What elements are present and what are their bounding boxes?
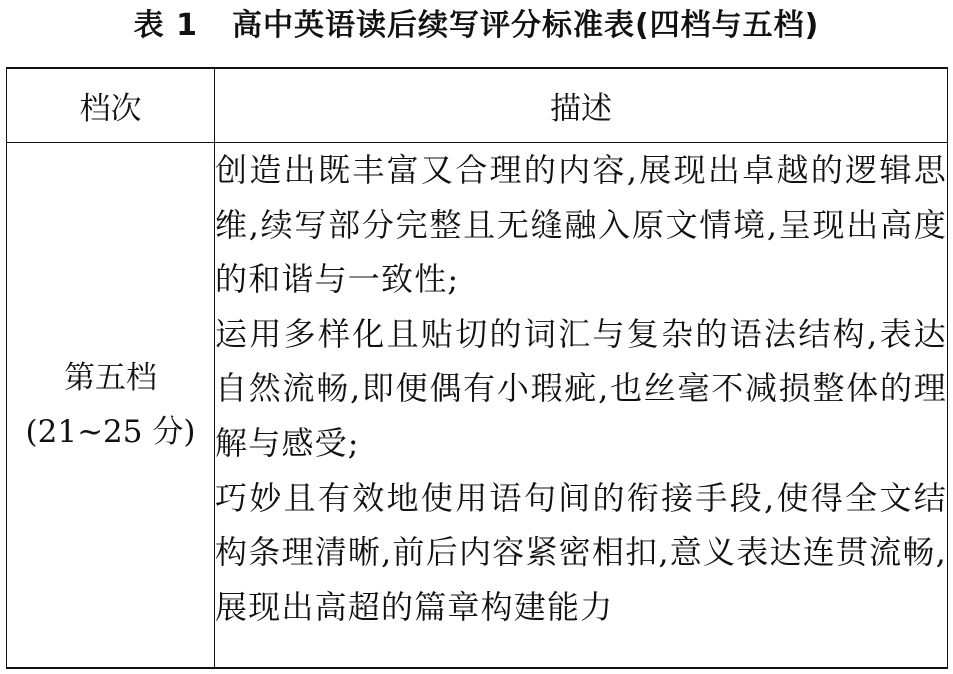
description-item: 巧妙且有效地使用语句间的衔接手段,使得全文结构条理清晰,前后内容紧密相扣,意义表达连贯流畅,展现出高超的篇章构建能力 (215, 478, 947, 626)
description-item: 运用多样化且贴切的词汇与复杂的语法结构,表达自然流畅,即便偶有小瑕疵,也丝毫不减损整体的理解与感受; (215, 314, 947, 462)
table-number: 表 1 (133, 8, 198, 43)
description-cell (215, 143, 948, 669)
table-title: 高中英语读后续写评分标准表(四档与五档) (231, 8, 820, 43)
score-range: (21~25 分) (25, 414, 196, 450)
header-description: 描述 (215, 68, 948, 143)
scoring-table (6, 67, 948, 669)
header-level: 档次 (7, 68, 215, 143)
table-row (7, 143, 948, 669)
level-label: 第五档 (64, 360, 157, 396)
level-cell (7, 143, 215, 669)
description-item: 创造出既丰富又合理的内容,展现出卓越的逻辑思维,续写部分完整且无缝融入原文情境,呈现出高度的和谐与一致性; (215, 151, 947, 299)
table-caption (0, 4, 953, 48)
header-row (7, 68, 948, 143)
